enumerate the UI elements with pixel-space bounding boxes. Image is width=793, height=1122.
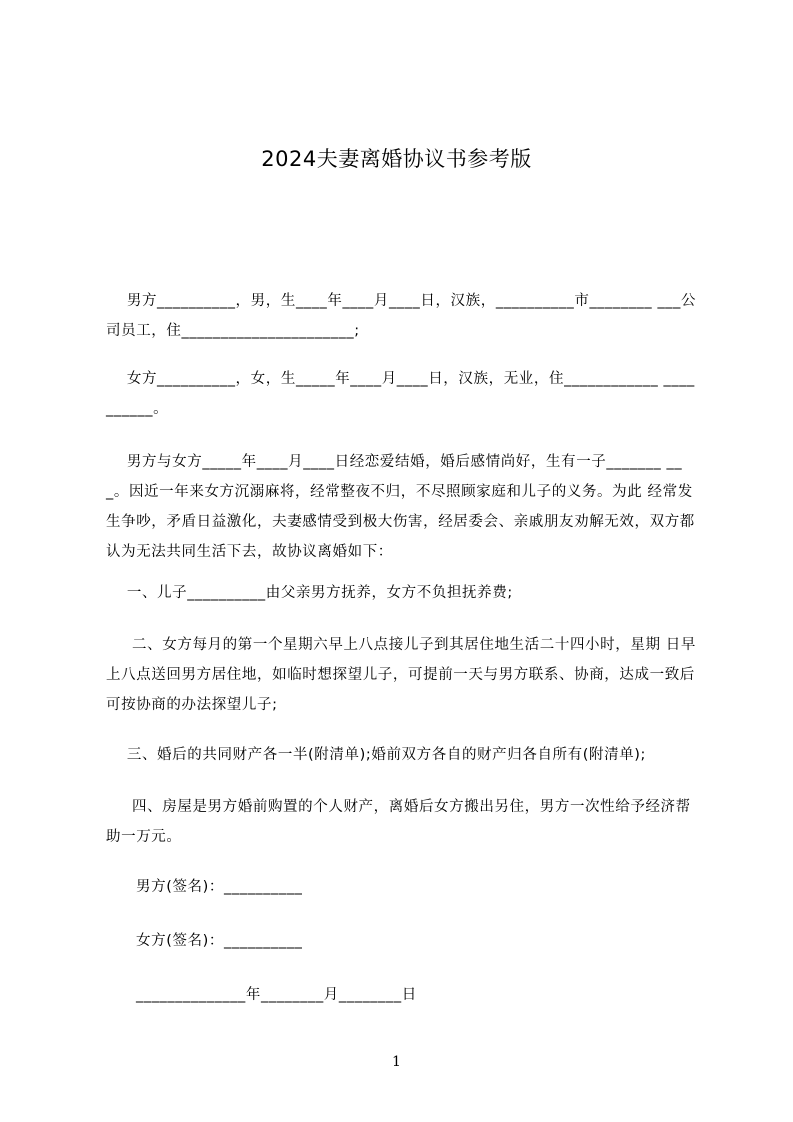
female-signature-line: 女方(签名)：__________ bbox=[136, 933, 303, 949]
date-line: ______________年________月________日 bbox=[136, 987, 417, 1003]
male-signature-line: 男方(签名)：__________ bbox=[136, 879, 303, 895]
clause-1-custody: 一、儿子__________由父亲男方抚养，女方不负担抚养费; bbox=[106, 585, 513, 601]
document-title: 2024夫妻离婚协议书参考版 bbox=[261, 147, 532, 171]
paragraph-background: 男方与女方_____年____月____日经恋爱结婚，婚后感情尚好，生有一子_______ ___。因近一年来女方沉溺麻将，经常整夜不归，不尽照顾家庭和儿子的义务。为此 经常发生争吵，矛盾日益激化，夫妻感情受到极大伤害，经居委会、亲戚朋友劝解无效，双方都认为无法共同生活下去，故协议离婚如下： bbox=[106, 454, 695, 560]
clause-3-property: 三、婚后的共同财产各一半(附清单);婚前双方各自的财产归各自所有(附清单); bbox=[106, 747, 647, 763]
clause-2-visitation: 二、女方每月的第一个星期六早上八点接儿子到其居住地生活二十四小时，星期 日早上八点送回男方居住地，如临时想探望儿子，可提前一天与男方联系、协商，达成一致后可按协商的办法探望儿子; bbox=[106, 637, 696, 713]
paragraph-male-party: 男方__________，男，生____年____月____日，汉族，__________市________ ___公司员工，住______________________; bbox=[106, 293, 697, 339]
clause-4-house: 四、房屋是男方婚前购置的个人财产，离婚后女方搬出另住，男方一次性给予经济帮助一万元。 bbox=[106, 799, 691, 845]
page-number: 1 bbox=[392, 1054, 401, 1070]
paragraph-female-party: 女方__________，女，生_____年____月____日，汉族，无业，住____________ __________。 bbox=[106, 371, 695, 417]
